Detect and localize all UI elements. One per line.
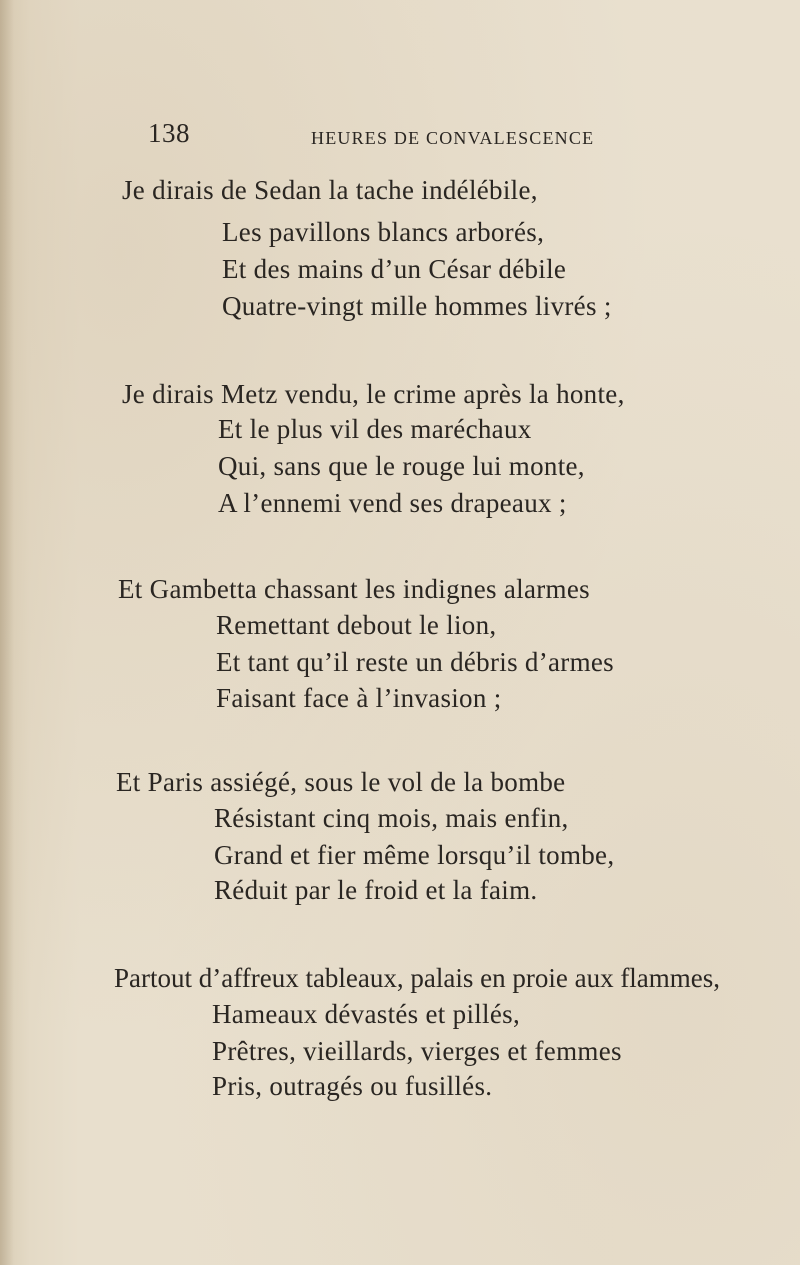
verse-line: A l’ennemi vend ses drapeaux ; [218,488,567,518]
verse-line: Hameaux dévastés et pillés, [212,999,521,1029]
verse-line: Grand et fier même lorsqu’il tombe, [214,840,615,870]
verse-line: Pris, outragés ou fusillés. [212,1071,493,1101]
verse-line: Réduit par le froid et la faim. [214,875,538,905]
verse-line: Partout d’affreux tableaux, palais en proie aux flammes, [114,963,721,993]
verse-line: Et tant qu’il reste un débris d’armes [216,647,614,677]
verse-line: Et le plus vil des maréchaux [218,414,532,444]
page-number: 138 [148,118,190,148]
verse-line: Et Gambetta chassant les indignes alarmes [118,574,590,604]
verse-line: Et des mains d’un César débile [222,254,567,284]
verse-line: Remettant debout le lion, [216,610,497,640]
verse-line: Et Paris assiégé, sous le vol de la bombe [116,767,566,797]
verse-line: Résistant cinq mois, mais enfin, [214,803,569,833]
running-title: HEURES DE CONVALESCENCE [311,128,595,148]
verse-line: Quatre-vingt mille hommes livrés ; [222,291,612,321]
verse-line: Qui, sans que le rouge lui monte, [218,451,585,481]
verse-line: Je dirais de Sedan la tache indélébile, [122,175,538,205]
page-gutter-shadow [0,0,14,1265]
verse-line: Les pavillons blancs arborés, [222,217,545,247]
page-header [148,118,600,154]
verse-line: Faisant face à l’invasion ; [216,683,502,713]
verse-line: Prêtres, vieillards, vierges et femmes [212,1036,622,1066]
verse-line: Je dirais Metz vendu, le crime après la honte, [122,379,625,409]
